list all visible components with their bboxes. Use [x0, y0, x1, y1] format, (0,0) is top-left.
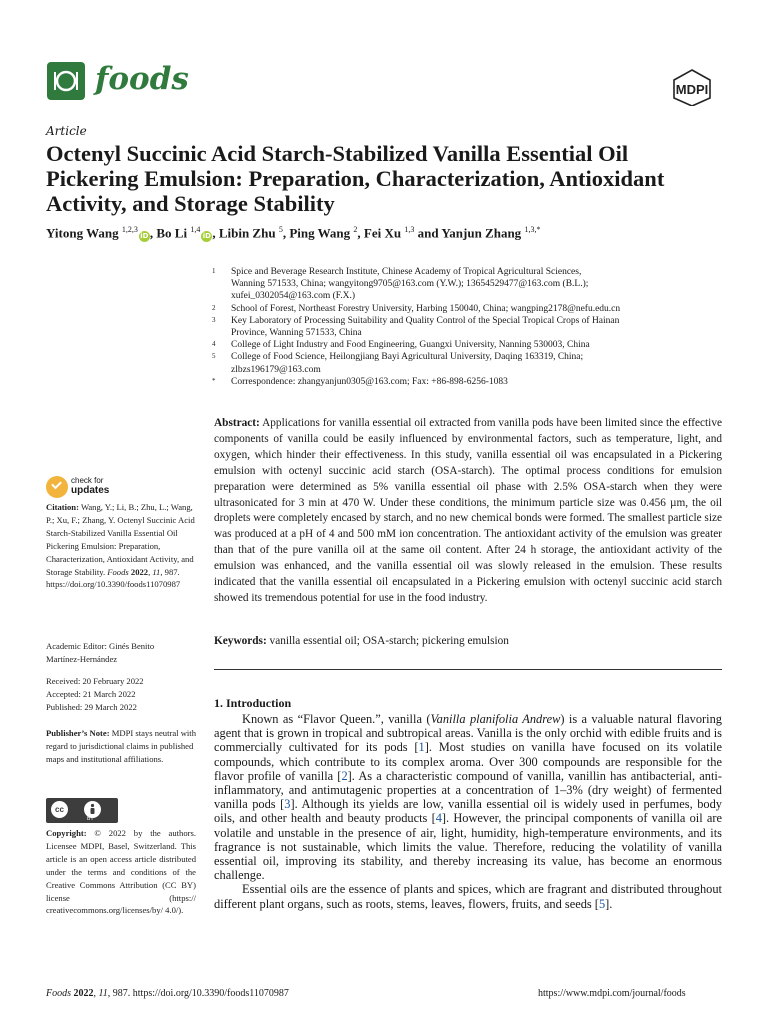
citation-journal: Foods: [107, 566, 129, 577]
author-affil: 1,3,*: [524, 225, 541, 234]
divider: [214, 669, 722, 670]
paper-title: [46, 141, 736, 216]
affiliation-line: Wanning 571533, China; wangyitong9705@163.com (Y.W.); 13654529477@163.com (B.L.);: [231, 279, 589, 290]
author-affil: 5: [278, 225, 283, 234]
editor-name: Ginés Benito Martínez-Hernández: [46, 641, 155, 664]
citation-year: 2022: [128, 566, 149, 577]
author-separator: ,: [212, 225, 219, 241]
check-updates-label: check for: [71, 476, 104, 485]
publisher-note-label: Publisher’s Note:: [46, 728, 110, 738]
copyright-text: © 2022 by the authors. Licensee MDPI, Basel, Switzerland. This article is an open access article distributed under the terms and conditions of the Creative Commons Attribution (CC BY) license (https:// creativecommons.org/licenses/by/ 4.0/).: [46, 828, 196, 916]
affiliation-number: 1: [212, 267, 216, 275]
citation-link[interactable]: 5: [598, 896, 606, 911]
text-run: ].: [605, 896, 613, 911]
publisher-note-text: MDPI stays neutral with regard to jurisdictional claims in published maps and institutional affiliations.: [46, 728, 196, 764]
affiliation-line: zlbzs196179@163.com: [231, 364, 321, 375]
text-run: ]. However, the principal components of vanilla oil are volatile and unstable in the presence of air, light, humidity, high-temperature environments, and its fragrance is not sustainable, which limits the value. Therefore, reducing the volatility of vanilla essential oil, improving its stability, and thereby increasing its value, has become an enormous challenge.: [214, 811, 722, 883]
footer-year: 2022: [71, 988, 94, 999]
copyright-label: Copyright:: [46, 828, 87, 838]
footer-citation: [46, 988, 289, 999]
affiliation-line: Correspondence: zhangyanjun0305@163.com; Fax: +86-898-6256-1083: [231, 376, 508, 387]
copyright: [46, 827, 196, 917]
citation-link[interactable]: 4: [435, 811, 442, 826]
species-name: Vanilla planifolia Andrew: [430, 712, 561, 726]
author-name[interactable]: Ping Wang: [289, 225, 351, 241]
citation-label: Citation:: [46, 502, 79, 512]
mdpi-logo[interactable]: [666, 68, 718, 106]
check-icon: [46, 476, 68, 498]
author-affil: 1,4: [190, 225, 201, 234]
text-run: Known as “Flavor Queen.”, vanilla (: [242, 712, 431, 726]
text-run: ]. As a characteristic compound of vanilla, vanillin has antibacterial, anti-inflammatory, and antimutagenic properties at a concentration of 1–3% (dry weight) of fermented vanilla pods [: [214, 768, 722, 812]
author-name[interactable]: Yanjun Zhang: [441, 225, 522, 241]
journal-logo: [47, 62, 85, 100]
author-name[interactable]: Fei Xu: [363, 225, 402, 241]
author-list: [46, 225, 540, 242]
abstract-text: Applications for vanilla essential oil extracted from vanilla pods have been limited since the effective components of vanilla could be easily influenced by environmental factors, such as temperature, light, and oxygen, which hinder their effectiveness. In this study, vanilla essential oil was encapsulated in a Pickering emulsion with octenyl succinic acid starch (OSA-starch). The optimal process conditions for emulsion preparation were determined as 5% vanilla essential oil phase with 2.5% OSA-starch when they were ultrasonicated for 3 min at 470 W. Under these conditions, the minimum particle size was 0.456 µm, the oil droplets were completely encased by starch, and no new chemical bonds were formed. The smallest particle size was produced at a pH of 4 and 500 mM ion concentration. The antioxidant activity of the emulsion was greater than that of the pure vanilla oil at the same oil content. After 24 h storage, the antioxidant activity of the emulsion was enhanced, and the vanilla essential oil was slowly released in the emulsion. These results indicated that the vanilla essential oil encapsulated in a Pickering emulsion with octenyl succinic acid starch showed its tremendous potential for use in the food industry.: [214, 417, 722, 604]
keywords-text: vanilla essential oil; OSA-starch; pickering emulsion: [266, 635, 509, 647]
affiliation-line: Key Laboratory of Processing Suitability and Quality Control of the Special Tropical Crops of Hainan: [231, 315, 620, 326]
author-separator: ,: [149, 225, 157, 241]
paragraph: [214, 712, 722, 882]
editor-label: Academic Editor:: [46, 641, 107, 651]
title-line: Activity, and Storage Stability: [46, 191, 335, 216]
footer-volume: , 11: [93, 988, 108, 999]
author-name[interactable]: Libin Zhu: [218, 225, 276, 241]
affiliation-line: Province, Wanning 571533, China: [231, 328, 362, 339]
by-label: BY: [87, 816, 94, 822]
introduction-body: [214, 712, 722, 911]
publisher-note: [46, 727, 196, 766]
affiliation-line: xufei_0302054@163.com (F.X.): [231, 291, 356, 302]
citation-link[interactable]: 3: [284, 797, 291, 812]
title-line: Pickering Emulsion: Preparation, Characterization, Antioxidant: [46, 166, 665, 191]
section-heading: 1. Introduction: [214, 696, 292, 710]
affiliation-line: College of Light Industry and Food Engineering, Guangxi University, Nanning 530003, China: [231, 340, 590, 351]
citation-volume: , 11: [148, 566, 161, 577]
citation-doi[interactable]: , 987. https://doi.org/10.3390/foods11070987: [46, 566, 181, 590]
affiliation-line: College of Food Science, Heilongjiang Bayi Agricultural University, Daqing 163319, China;: [231, 352, 584, 363]
author-affil: 1,2,3: [121, 225, 138, 234]
keywords-label: Keywords:: [214, 635, 267, 647]
publisher-name: MDPI: [675, 82, 709, 97]
received-date: Received: 20 February 2022: [46, 676, 144, 686]
affiliation: [212, 351, 722, 375]
affiliation-number: 5: [212, 352, 216, 361]
affiliation: [212, 315, 722, 339]
text-run: ) is a valuable natural flavoring agent that is grown in tropical and subtropical areas. Vanilla is the only orchid with edible fruits and is commercially cultivated for its pods [: [214, 712, 722, 755]
text-run: ]. Although its yields are low, vanilla essential oil is widely used in perfumes, body oils, and other health and beauty products [: [214, 797, 722, 826]
orcid-icon[interactable]: iD: [140, 232, 149, 241]
text-run: Essential oils are the essence of plants and spices, which are fragrant and distributed throughout different plant organs, such as roots, stems, leaves, flowers, fruits, and seeds [: [214, 882, 722, 911]
author-separator: and: [414, 225, 442, 241]
title-line: Octenyl Succinic Acid Starch-Stabilized Vanilla Essential Oil: [46, 141, 629, 166]
article-type: Article: [46, 124, 87, 138]
dates: [46, 675, 196, 714]
paragraph: [214, 882, 722, 910]
author-affil: 1,3: [404, 225, 415, 234]
abstract: [214, 416, 722, 607]
academic-editor: [46, 640, 166, 666]
abstract-label: Abstract:: [214, 417, 260, 429]
footer-url[interactable]: https://www.mdpi.com/journal/foods: [538, 988, 686, 999]
citation-block: [46, 501, 196, 591]
citation-link[interactable]: 2: [341, 768, 348, 783]
cc-icon: cc: [51, 801, 68, 818]
citation-text: Wang, Y.; Li, B.; Zhu, L.; Wang, P.; Xu, F.; Zhang, Y. Octenyl Succinic Acid Starch-Stabilized Vanilla Essential Oil Pickering Emulsion: Preparation, Characterization, Antioxidant Activity, and Storage Stability.: [46, 502, 195, 577]
orcid-icon[interactable]: iD: [202, 232, 211, 241]
affiliation-number: 2: [212, 303, 216, 312]
affiliation-number: 3: [212, 315, 216, 324]
check-updates-label: updates: [71, 485, 110, 496]
affiliation: [212, 266, 722, 303]
author-separator: ,: [357, 225, 364, 241]
footer-journal: Foods: [46, 988, 71, 999]
journal-name[interactable]: foods: [95, 61, 189, 97]
affiliation-number: 4: [212, 340, 216, 349]
footer-doi[interactable]: , 987. https://doi.org/10.3390/foods11070987: [107, 988, 289, 999]
text-run: ]. Most studies on vanilla have focused on its volatile compounds, which contribute to its complex aroma. Over 300 compounds are responsible for the flavor profile of vanilla [: [214, 740, 722, 783]
affiliation: [212, 339, 722, 351]
author-separator: ,: [282, 225, 290, 241]
affiliation: [212, 376, 722, 388]
accepted-date: Accepted: 21 March 2022: [46, 688, 136, 699]
affiliation-line: School of Forest, Northeast Forestry University, Harbing 150040, China; wangping2178@nefu.edu.cn: [231, 303, 621, 314]
author-affil: 2: [353, 225, 358, 234]
affiliation-line: Spice and Beverage Research Institute, Chinese Academy of Tropical Agricultural Sciences,: [231, 267, 582, 277]
author-name[interactable]: Bo Li: [156, 225, 188, 241]
keywords: [214, 635, 722, 647]
check-for-updates-button[interactable]: [46, 474, 166, 500]
affiliation: [212, 303, 722, 315]
citation-link[interactable]: 1: [418, 740, 425, 755]
affiliation-number: *: [212, 376, 216, 385]
published-date: Published: 29 March 2022: [46, 701, 137, 712]
affiliations: [212, 266, 722, 388]
cc-by-license-badge[interactable]: [46, 798, 118, 823]
author-name[interactable]: Yitong Wang: [46, 225, 119, 241]
